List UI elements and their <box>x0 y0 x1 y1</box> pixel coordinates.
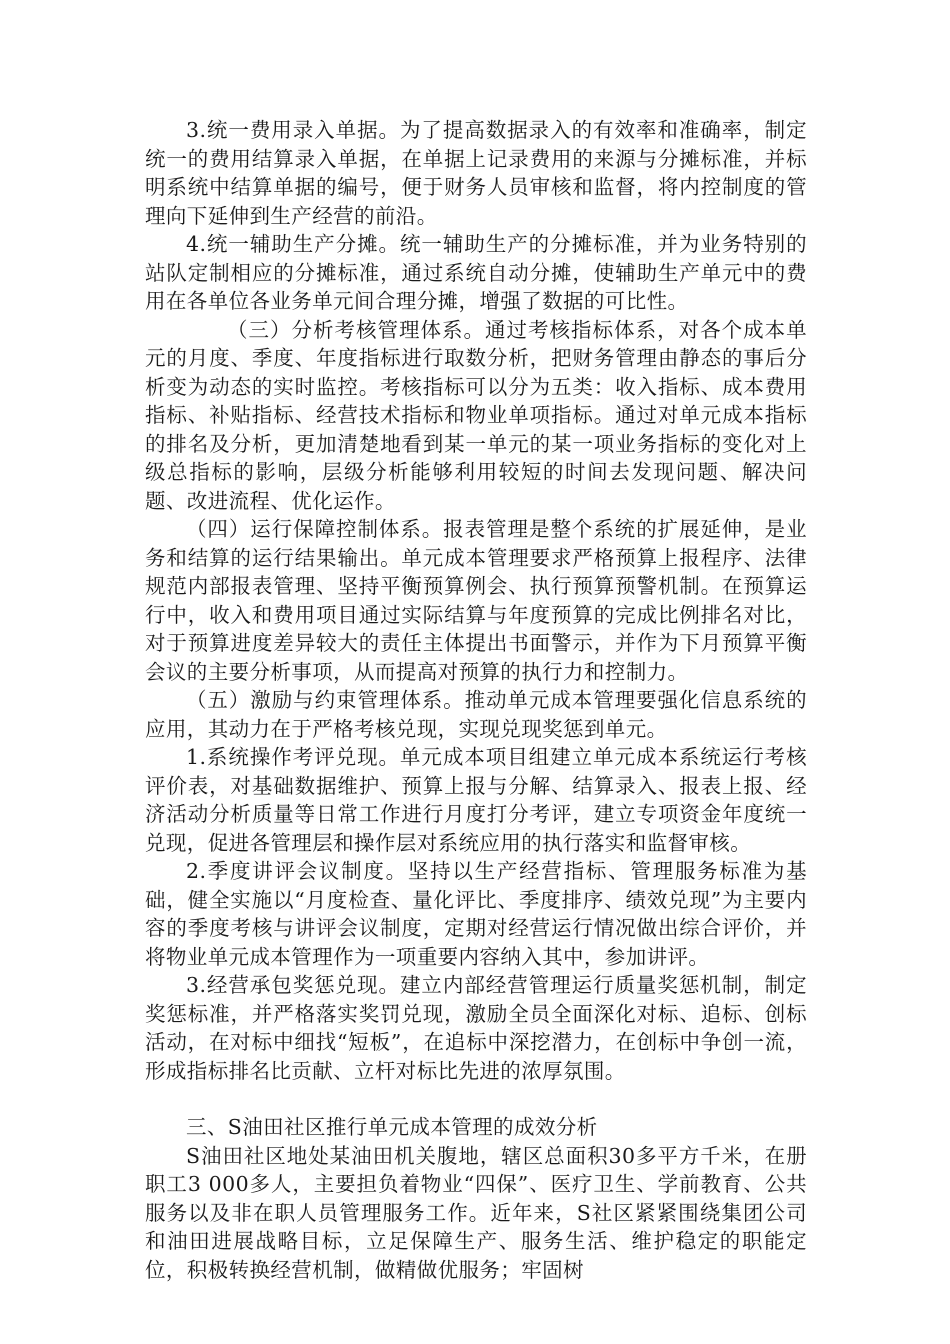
paragraph-contract-reward-penalty: 3.经营承包奖惩兑现。建立内部经营管理运行质量奖惩机制，制定奖惩标准，并严格落实奖罚兑现，激励全员全面深化对标、追标、创标活动，在对标中细找“短板”，在追标中深挖潜力，在创标中争创一流，形成指标排名比贡献、立杆对标比先进的浓厚氛围。 <box>145 973 807 1083</box>
paragraph-unified-expense-entry: 3.统一费用录入单据。为了提高数据录入的有效率和准确率，制定统一的费用结算录入单据，在单据上记录费用的来源与分摊标准，并标明系统中结算单据的编号，便于财务人员审核和监督，将内控制度的管理向下延伸到生产经营的前沿。 <box>145 118 807 228</box>
paragraph-community-overview: S油田社区地处某油田机关腹地，辖区总面积30多平方千米，在册职工3 000多人，主要担负着物业“四保”、医疗卫生、学前教育、公共服务以及非在职人员管理服务工作。近年来，S社区紧紧围绕集团公司和油田进展战略目标，立足保障生产、服务生活、维护稳定的职能定位，积极转换经营机制，做精做优服务；牢固树 <box>145 1143 807 1282</box>
paragraph-unified-auxiliary-allocation: 4.统一辅助生产分摊。统一辅助生产的分摊标准，并为业务特别的站队定制相应的分摊标准，通过系统自动分摊，使辅助生产单元中的费用在各单位各业务单元间合理分摊，增强了数据的可比性。 <box>145 232 807 313</box>
paragraph-system-operation-evaluation: 1.系统操作考评兑现。单元成本项目组建立单元成本系统运行考核评价表，对基础数据维护、预算上报与分解、结算录入、报表上报、经济活动分析质量等日常工作进行月度打分考评，建立专项资金年度统一兑现，促进各管理层和操作层对系统应用的执行落实和监督审核。 <box>145 745 807 855</box>
paragraph-operation-guarantee-system: （四）运行保障控制体系。报表管理是整个系统的扩展延伸，是业务和结算的运行结果输出。单元成本管理要求严格预算上报程序、法律规范内部报表管理、坚持平衡预算例会、执行预算预警机制。在预算运行中，收入和费用项目通过实际结算与年度预算的完成比例排名对比，对于预算进度差异较大的责任主体提出书面警示，并作为下月预算平衡会议的主要分析事项，从而提高对预算的执行力和控制力。 <box>145 517 807 684</box>
paragraph-incentive-constraint-system: （五）激励与约束管理体系。推动单元成本管理要强化信息系统的应用，其动力在于严格考核兑现，实现兑现奖惩到单元。 <box>145 688 807 741</box>
section-heading-effectiveness-analysis: 三、S油田社区推行单元成本管理的成效分析 <box>186 1115 598 1139</box>
paragraph-quarterly-review-meeting: 2.季度讲评会议制度。坚持以生产经营指标、管理服务标准为基础，健全实施以“月度检查、量化评比、季度排序、绩效兑现”为主要内容的季度考核与讲评会议制度，定期对经营运行情况做出综合评价，并将物业单元成本管理作为一项重要内容纳入其中，参加讲评。 <box>145 859 807 969</box>
paragraph-analysis-assessment-system: （三）分析考核管理体系。通过考核指标体系，对各个成本单元的月度、季度、年度指标进行取数分析，把财务管理由静态的事后分析变为动态的实时监控。考核指标可以分为五类：收入指标、成本费用指标、补贴指标、经营技术指标和物业单项指标。通过对单元成本指标的排名及分析，更加清楚地看到某一单元的某一项业务指标的变化对上级总指标的影响，层级分析能够利用较短的时间去发现问题、解决问题、改进流程、优化运作。 <box>145 317 807 513</box>
document-body <box>145 116 807 1284</box>
